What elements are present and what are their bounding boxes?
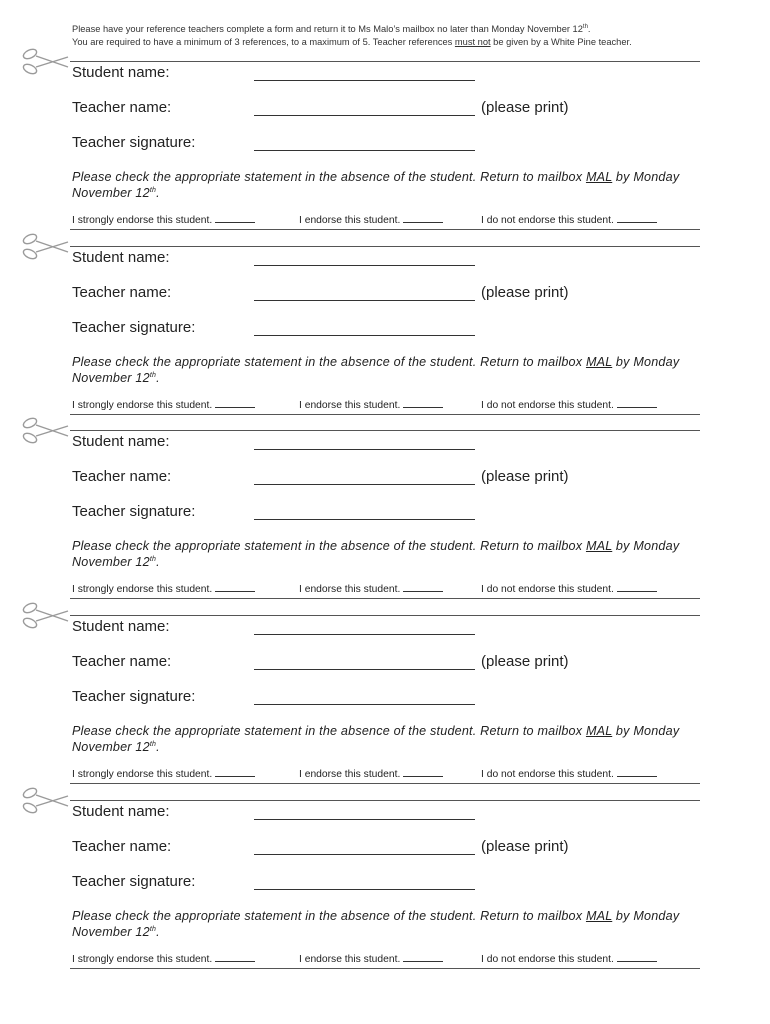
- scissors-icon: [20, 599, 70, 631]
- reference-form-2: [0, 207, 770, 411]
- option-not-endorse: I do not endorse this student.: [481, 583, 657, 595]
- scissors-icon: [20, 414, 70, 446]
- endorsement-instruction: Please check the appropriate statement in the absence of the student. Return to mailbox MAL by Monday November 12th.: [72, 909, 680, 939]
- option-endorse: I endorse this student.: [299, 768, 443, 780]
- student-name-label: Student name:: [72, 618, 170, 635]
- teacher-signature-field[interactable]: [254, 519, 475, 520]
- option-strongly-endorse: I strongly endorse this student.: [72, 768, 255, 780]
- student-name-field[interactable]: [254, 819, 475, 820]
- endorsement-instruction: Please check the appropriate statement in the absence of the student. Return to mailbox MAL by Monday November 12th.: [72, 724, 680, 754]
- option-endorse: I endorse this student.: [299, 583, 443, 595]
- please-print-note: (please print): [481, 284, 569, 301]
- cut-line: [70, 615, 700, 616]
- teacher-signature-label: Teacher signature:: [72, 873, 196, 890]
- endorsement-instruction: Please check the appropriate statement in the absence of the student. Return to mailbox MAL by Monday November 12th.: [72, 170, 680, 200]
- teacher-signature-field[interactable]: [254, 335, 475, 336]
- teacher-name-label: Teacher name:: [72, 284, 172, 301]
- teacher-name-field[interactable]: [254, 300, 475, 301]
- endorsement-instruction: Please check the appropriate statement in the absence of the student. Return to mailbox MAL by Monday November 12th.: [72, 539, 680, 569]
- please-print-note: (please print): [481, 838, 569, 855]
- option-not-endorse: I do not endorse this student.: [481, 399, 657, 411]
- teacher-signature-field[interactable]: [254, 889, 475, 890]
- option-endorse: I endorse this student.: [299, 399, 443, 411]
- intro-line-1: Please have your reference teachers complete a form and return it to Ms Malo’s mailbox no later than Monday November 12th.: [72, 23, 591, 34]
- student-name-field[interactable]: [254, 265, 475, 266]
- option-strongly-endorse: I strongly endorse this student.: [72, 953, 255, 965]
- must-not-emphasis: must not: [454, 36, 491, 47]
- teacher-name-label: Teacher name:: [72, 653, 172, 670]
- mailbox-code: MAL: [585, 355, 613, 369]
- teacher-signature-field[interactable]: [254, 150, 475, 151]
- option-not-endorse: I do not endorse this student.: [481, 214, 657, 226]
- student-name-field[interactable]: [254, 449, 475, 450]
- mailbox-code: MAL: [585, 170, 613, 184]
- cut-line: [70, 430, 700, 431]
- cut-line: [70, 800, 700, 801]
- not-endorse-checkbox[interactable]: [617, 953, 657, 962]
- option-not-endorse: I do not endorse this student.: [481, 953, 657, 965]
- option-endorse: I endorse this student.: [299, 953, 443, 965]
- endorsement-instruction: Please check the appropriate statement in the absence of the student. Return to mailbox MAL by Monday November 12th.: [72, 355, 680, 385]
- teacher-name-label: Teacher name:: [72, 838, 172, 855]
- student-name-field[interactable]: [254, 634, 475, 635]
- scissors-icon: [20, 784, 70, 816]
- option-not-endorse: I do not endorse this student.: [481, 768, 657, 780]
- endorse-checkbox[interactable]: [403, 953, 443, 962]
- teacher-name-label: Teacher name:: [72, 99, 172, 116]
- cut-line: [70, 246, 700, 247]
- reference-form-3: [0, 391, 770, 595]
- teacher-name-label: Teacher name:: [72, 468, 172, 485]
- please-print-note: (please print): [481, 653, 569, 670]
- cut-line: [70, 61, 700, 62]
- teacher-signature-label: Teacher signature:: [72, 688, 196, 705]
- form-bottom-line: [70, 968, 700, 969]
- student-name-field[interactable]: [254, 80, 475, 81]
- teacher-signature-label: Teacher signature:: [72, 503, 196, 520]
- scissors-icon: [20, 45, 70, 77]
- student-name-label: Student name:: [72, 64, 170, 81]
- strongly-endorse-checkbox[interactable]: [215, 953, 255, 962]
- teacher-signature-label: Teacher signature:: [72, 319, 196, 336]
- reference-form-5: [0, 761, 770, 965]
- reference-form-4: [0, 576, 770, 780]
- teacher-name-field[interactable]: [254, 115, 475, 116]
- mailbox-code: MAL: [585, 724, 613, 738]
- scissors-icon: [20, 230, 70, 262]
- student-name-label: Student name:: [72, 803, 170, 820]
- student-name-label: Student name:: [72, 433, 170, 450]
- option-endorse: I endorse this student.: [299, 214, 443, 226]
- option-strongly-endorse: I strongly endorse this student.: [72, 399, 255, 411]
- option-strongly-endorse: I strongly endorse this student.: [72, 583, 255, 595]
- mailbox-code: MAL: [585, 909, 613, 923]
- mailbox-code: MAL: [585, 539, 613, 553]
- student-name-label: Student name:: [72, 249, 170, 266]
- intro-line-2: You are required to have a minimum of 3 references, to a maximum of 5. Teacher references must not be given by a White Pine teacher.: [72, 36, 632, 47]
- teacher-name-field[interactable]: [254, 484, 475, 485]
- teacher-signature-field[interactable]: [254, 704, 475, 705]
- option-strongly-endorse: I strongly endorse this student.: [72, 214, 255, 226]
- teacher-signature-label: Teacher signature:: [72, 134, 196, 151]
- reference-form-1: [0, 22, 770, 226]
- teacher-name-field[interactable]: [254, 669, 475, 670]
- please-print-note: (please print): [481, 468, 569, 485]
- teacher-name-field[interactable]: [254, 854, 475, 855]
- please-print-note: (please print): [481, 99, 569, 116]
